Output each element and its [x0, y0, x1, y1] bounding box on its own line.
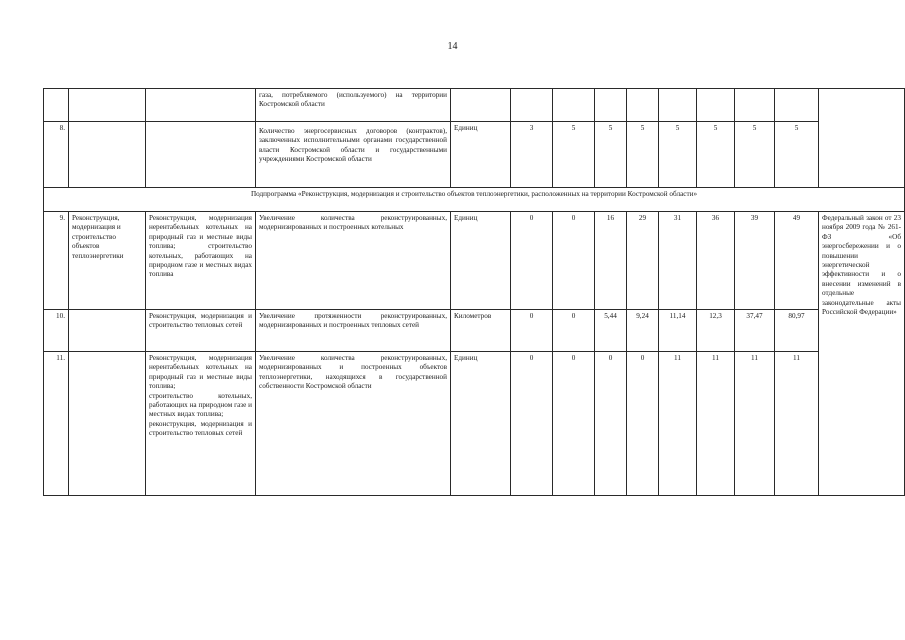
- legal-basis-cell: Федеральный закон от 23 ноября 2009 года № 261-ФЗ «Об энергосбережении и о повышении энергетической эффективности и о внесении изменений в отдельные законодательные акты Российской Федерации»: [819, 212, 905, 496]
- value-cell: 0: [627, 352, 659, 496]
- measure-cell: Реконструкция, модернизация нерентабельных котельных на природный газ и местные виды топлива; строительство котельных, работающих на природном газе и местных видах топлива: [146, 212, 256, 310]
- value-cell: 0: [553, 212, 595, 310]
- unit-cell: Единиц: [451, 122, 511, 188]
- value-cell: 49: [775, 212, 819, 310]
- value-cell: 0: [511, 352, 553, 496]
- value-cell: 0: [553, 352, 595, 496]
- legal-basis-cell: [819, 89, 905, 188]
- value-cell: 3: [511, 122, 553, 188]
- value-cell: 5: [627, 122, 659, 188]
- task-cell: [69, 122, 146, 188]
- task-cell: [69, 89, 146, 122]
- row-number: 10.: [44, 310, 69, 352]
- table-row: [44, 310, 905, 352]
- row-number: 9.: [44, 212, 69, 310]
- measure-cell: [146, 122, 256, 188]
- unit-cell: Единиц: [451, 212, 511, 310]
- value-cell: 16: [595, 212, 627, 310]
- task-cell: [69, 310, 146, 352]
- indicator-cell: Увеличение количества реконструированных, модернизированных и построенных объектов теплоэнергетики, находящихся в государственной собственности Костромской области: [256, 352, 451, 496]
- table-row: [44, 122, 905, 188]
- value-cell: 0: [553, 310, 595, 352]
- value-cell: 31: [659, 212, 697, 310]
- unit-cell: Километров: [451, 310, 511, 352]
- unit-cell: Единиц: [451, 352, 511, 496]
- value-cell: 36: [697, 212, 735, 310]
- table-row: [44, 188, 905, 212]
- value-cell: 39: [735, 212, 775, 310]
- measure-line: строительство котельных, работающих на природном газе и местных видах топлива;: [149, 391, 252, 419]
- value-cell: 0: [511, 212, 553, 310]
- table-row: [44, 212, 905, 310]
- indicators-table: [43, 88, 905, 496]
- value-cell: 5: [595, 122, 627, 188]
- indicator-cell: Увеличение количества реконструированных, модернизированных и построенных котельных: [256, 212, 451, 310]
- value-cell: 80,97: [775, 310, 819, 352]
- task-cell: [69, 352, 146, 496]
- value-cell: 0: [511, 310, 553, 352]
- indicator-cell: Увеличение протяженности реконструированных, модернизированных и построенных тепловых сетей: [256, 310, 451, 352]
- value-cell: 11: [735, 352, 775, 496]
- value-cell: 11: [697, 352, 735, 496]
- value-cell: 11: [775, 352, 819, 496]
- subprogram-title: Подпрограмма «Реконструкция, модернизация и строительство объектов теплоэнергетики, расположенных на территории Костромской области»: [44, 188, 905, 212]
- value-cell: 12,3: [697, 310, 735, 352]
- measure-cell: [146, 89, 256, 122]
- value-cell: 9,24: [627, 310, 659, 352]
- value-cell: [511, 89, 553, 122]
- unit-cell: [451, 89, 511, 122]
- value-cell: [659, 89, 697, 122]
- value-cell: 29: [627, 212, 659, 310]
- value-cell: [735, 89, 775, 122]
- value-cell: 5: [553, 122, 595, 188]
- value-cell: [595, 89, 627, 122]
- task-cell: Реконструкция, модернизация и строительство объектов теплоэнергетики: [69, 212, 146, 310]
- num-cell: [44, 89, 69, 122]
- measure-line: Реконструкция, модернизация нерентабельных котельных на природный газ и местные виды топлива;: [149, 354, 252, 391]
- value-cell: [627, 89, 659, 122]
- table-row: [44, 89, 905, 122]
- value-cell: [697, 89, 735, 122]
- measure-line: реконструкция, модернизация и строительство тепловых сетей: [149, 419, 252, 438]
- value-cell: [553, 89, 595, 122]
- value-cell: 11,14: [659, 310, 697, 352]
- measure-cell: [146, 352, 256, 496]
- value-cell: 5: [659, 122, 697, 188]
- value-cell: 0: [595, 352, 627, 496]
- value-cell: 37,47: [735, 310, 775, 352]
- value-cell: 5: [697, 122, 735, 188]
- row-number: 11.: [44, 352, 69, 496]
- measure-cell: Реконструкция, модернизация и строительство тепловых сетей: [146, 310, 256, 352]
- value-cell: 5: [775, 122, 819, 188]
- value-cell: 5: [735, 122, 775, 188]
- value-cell: 11: [659, 352, 697, 496]
- indicator-cell: Количество энергосервисных договоров (контрактов), заключенных исполнительными органами государственной власти Костромской области и государственными учреждениями Костромской области: [256, 122, 451, 188]
- row-number: 8.: [44, 122, 69, 188]
- value-cell: [775, 89, 819, 122]
- table-row: [44, 352, 905, 496]
- indicator-cell: газа, потребляемого (используемого) на территории Костромской области: [256, 89, 451, 122]
- page-number: 14: [447, 41, 458, 52]
- value-cell: 5,44: [595, 310, 627, 352]
